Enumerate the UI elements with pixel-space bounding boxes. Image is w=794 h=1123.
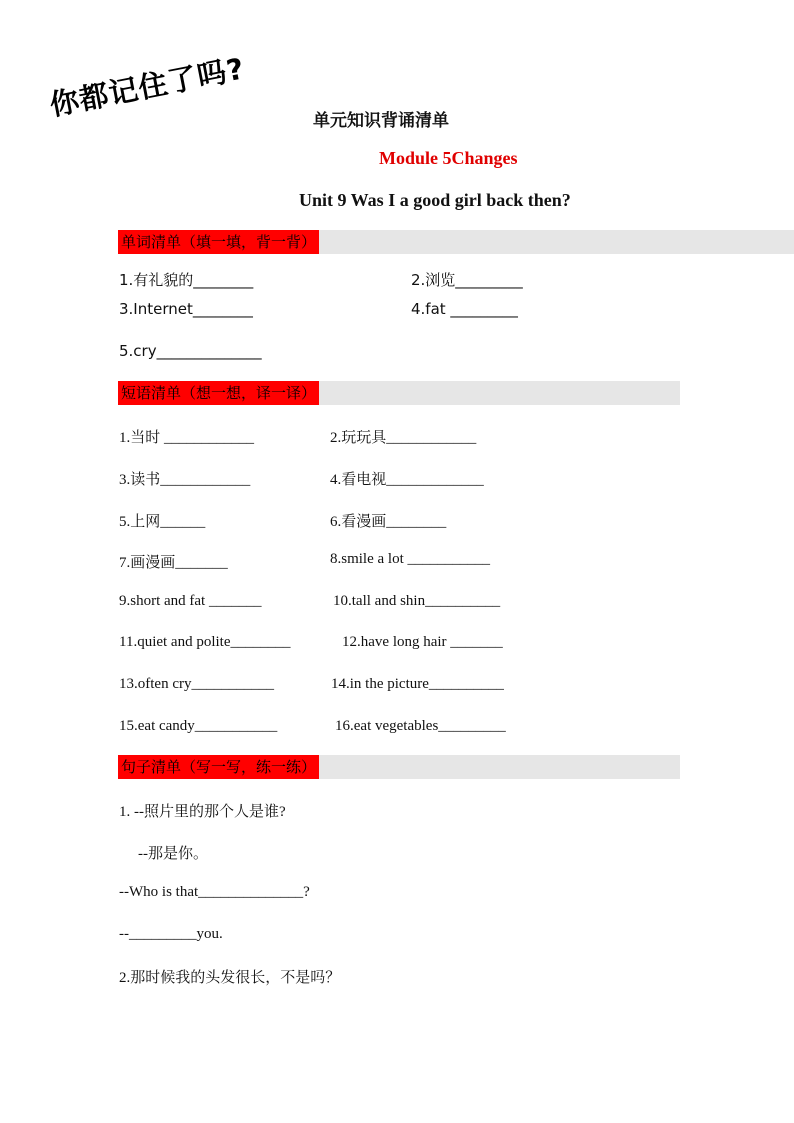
phrase-item: 14.in the picture__________ xyxy=(331,676,504,692)
phrase-item: 6.看漫画________ xyxy=(330,514,447,530)
sentence-item: --那是你。 xyxy=(138,846,208,862)
stamp-heading: 你都记住了吗? xyxy=(46,51,248,123)
sentence-item: --_________you. xyxy=(119,926,223,942)
word-item: 4.fat _________ xyxy=(411,300,518,318)
phrase-item: 16.eat vegetables_________ xyxy=(335,718,506,734)
document-title: 单元知识背诵清单 xyxy=(313,111,449,131)
word-item: 1.有礼貌的________ xyxy=(119,271,254,289)
phrase-item: 1.当时 ____________ xyxy=(119,430,255,446)
sentence-item: 2.那时候我的头发很长，不是吗？ xyxy=(119,970,341,986)
phrase-item: 9.short and fat _______ xyxy=(119,593,262,609)
phrase-item: 4.看电视_____________ xyxy=(330,472,484,488)
word-item: 2.浏览_________ xyxy=(411,271,523,289)
section-header-phrases xyxy=(118,381,680,405)
section-header-sentences xyxy=(118,755,680,779)
section-label-sentences: 句子清单（写一写，练一练） xyxy=(118,755,319,779)
phrase-item: 12.have long hair _______ xyxy=(342,634,503,650)
section-header-words xyxy=(118,230,794,254)
sentence-item: --Who is that______________? xyxy=(119,884,310,900)
phrase-item: 5.上网______ xyxy=(119,514,206,530)
unit-title: Unit 9 Was I a good girl back then? xyxy=(299,190,571,210)
module-title: Module 5Changes xyxy=(379,148,518,168)
phrase-item: 11.quiet and polite________ xyxy=(119,634,291,650)
sentence-item: 1. --照片里的那个人是谁? xyxy=(119,804,286,820)
phrase-item: 2.玩玩具____________ xyxy=(330,430,477,446)
phrase-item: 8.smile a lot ___________ xyxy=(330,551,490,567)
section-label-phrases: 短语清单（想一想，译一译） xyxy=(118,381,319,405)
phrase-item: 3.读书____________ xyxy=(119,472,251,488)
phrase-item: 13.often cry___________ xyxy=(119,676,274,692)
phrase-item: 10.tall and shin__________ xyxy=(333,593,501,609)
word-item: 5.cry______________ xyxy=(119,342,262,360)
phrase-item: 7.画漫画_______ xyxy=(119,555,228,571)
phrase-item: 15.eat candy___________ xyxy=(119,718,278,734)
section-label-words: 单词清单（填一填，背一背） xyxy=(118,230,319,254)
word-item: 3.Internet________ xyxy=(119,300,253,318)
